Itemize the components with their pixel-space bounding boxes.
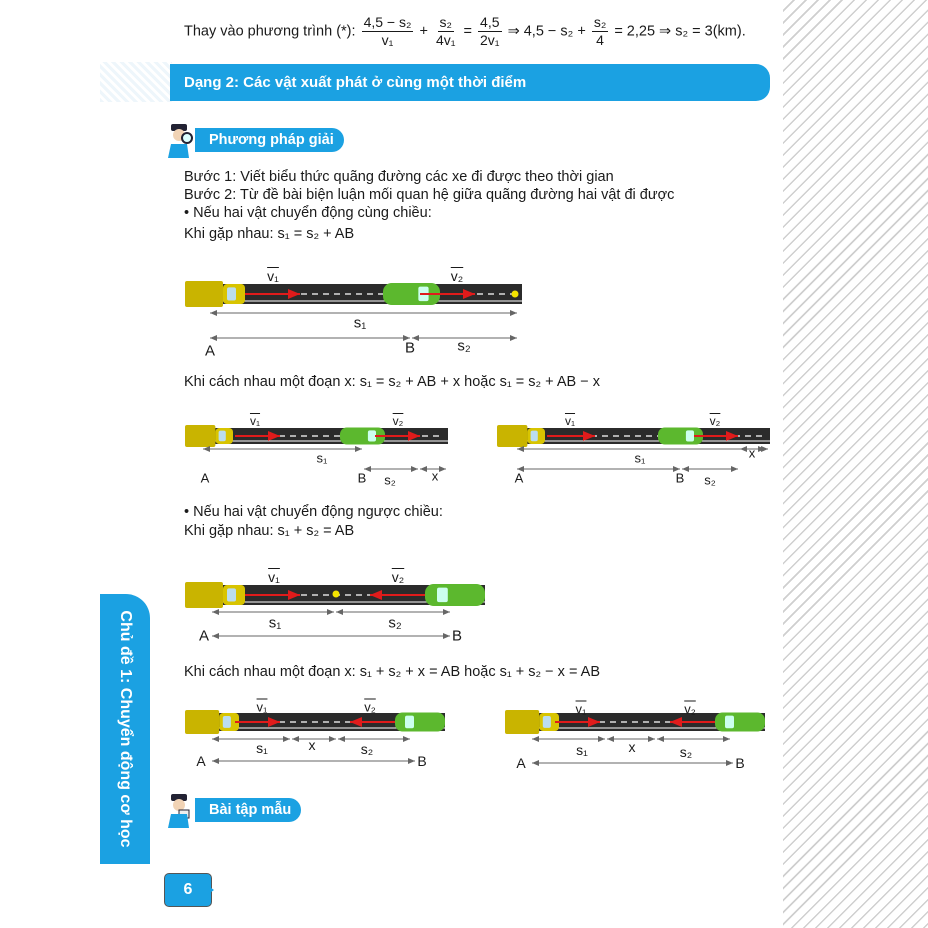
label-s1: s₁ [316,450,328,466]
label-B: B [404,339,416,357]
label-v1: v₁ [564,414,576,428]
label-s1: s₁ [576,742,588,758]
dimension-arrowhead [355,446,362,452]
dimension-arrowhead [210,310,217,316]
label-A: A [198,627,210,645]
truck-window [543,716,551,728]
numerator: s₂ [439,14,452,30]
label-s2: s₂ [388,614,402,632]
dimension-arrowhead [443,609,450,615]
meeting-point [333,591,340,598]
truck-window [531,431,538,442]
dimension-arrowhead [532,760,539,766]
dimension-arrowhead [726,760,733,766]
numerator: 4,5 − s₂ [363,14,412,30]
dimension-arrowhead [420,466,427,472]
dimension-arrowhead [411,466,418,472]
operator: = [463,23,472,40]
label-v2: v₂ [364,699,376,715]
step-2-text: Bước 2: Từ đề bài biện luận mối quan hệ giữa quãng đường hai vật đi được [184,187,675,203]
dimension-arrowhead [403,736,410,742]
same-direction-apart-formula: Khi cách nhau một đoạn x: s₁ = s₂ + AB + x hoặc s₁ = s₂ + AB − x [184,374,600,390]
label-s1: s₁ [353,314,367,332]
label-s2: s₂ [679,744,693,760]
opposite-direction-apart-formula: Khi cách nhau một đoạn x: s₁ + s₂ + x = AB hoặc s₁ + s₂ − x = AB [184,664,600,680]
label-v1: v₁ [256,699,268,715]
denominator: v₁ [381,32,394,48]
label-s2: s₂ [704,472,716,488]
truck-trailer [505,710,539,734]
dimension-arrowhead [723,736,730,742]
chapter-title: Chủ đề 1: Chuyển động cơ học [117,610,134,848]
chapter-sidebar-tab [100,594,150,864]
dimension-arrowhead [329,736,336,742]
dimension-arrowhead [212,736,219,742]
label-v2: v₂ [392,414,404,428]
label-v2: v₂ [391,569,405,585]
dimension-arrowhead [212,758,219,764]
car-windshield [725,716,734,729]
label-x: x [628,739,636,755]
label-B: B [451,627,463,645]
truck-window [223,716,231,728]
label-s2: s₂ [384,472,396,488]
label-B: B [735,755,745,771]
car-windshield [368,430,376,441]
car [395,713,445,732]
mascot-reading-icon [165,790,195,830]
label-v1: v₁ [575,701,587,717]
label-s1: s₁ [256,740,268,756]
dimension-arrowhead [510,310,517,316]
dimension-arrowhead [327,609,334,615]
step-1-text: Bước 1: Viết biểu thức quãng đường các xe đi được theo thời gian [184,169,614,185]
label-s2: s₂ [457,337,471,355]
truck-trailer [497,425,527,447]
dimension-arrowhead [532,736,539,742]
page-number: 6 [164,873,212,907]
truck-trailer [185,710,219,734]
example-label: Bài tập mẫu [195,798,301,822]
label-v2: v₂ [709,414,721,428]
label-x: x [308,737,316,753]
dimension-arrowhead [292,736,299,742]
dimension-arrowhead [761,446,768,452]
car-windshield [686,430,694,441]
label-v1: v₁ [267,268,279,284]
section-title: Dạng 2: Các vật xuất phát ở cùng một thời điểm [170,64,770,101]
operator: + [419,23,428,40]
car [715,713,765,732]
label-v2: v₂ [450,268,464,284]
dimension-arrowhead [439,466,446,472]
label-A: A [514,470,524,486]
opposite-direction-text: • Nếu hai vật chuyển động ngược chiều: [184,504,443,520]
dimension-arrowhead [648,736,655,742]
meeting-point [512,291,519,298]
truck-window [227,588,236,601]
label-v1: v₁ [249,414,261,428]
label-B: B [675,470,685,486]
dimension-arrowhead [657,736,664,742]
same-direction-text: • Nếu hai vật chuyển động cùng chiều: [184,205,432,221]
dimension-arrowhead [212,609,219,615]
label-v1: v₁ [268,569,280,585]
numerator: 4,5 [480,14,500,30]
dimension-arrowhead [283,736,290,742]
same-direction-meet-formula: Khi gặp nhau: s₁ = s₂ + AB [184,226,355,242]
method-label: Phương pháp giải [195,128,344,152]
label-v2: v₂ [684,701,696,717]
car-windshield [437,588,448,603]
truck-trailer [185,582,223,608]
truck-trailer [185,425,215,447]
denominator: 4 [596,32,604,48]
formula-prefix: Thay vào phương trình (*): [184,23,356,40]
numerator: s₂ [593,14,607,30]
denominator: 4v₁ [435,32,456,48]
dimension-arrowhead [740,446,747,452]
dimension-arrowhead [598,736,605,742]
label-B: B [357,470,367,486]
label-x: x [748,445,756,461]
dimension-arrowhead [731,466,738,472]
dimension-arrowhead [338,736,345,742]
label-s1: s₁ [268,614,282,632]
truck-trailer [185,281,223,307]
formula-mid: ⇒ 4,5 − s₂ + [507,23,586,40]
denominator: 2v₁ [480,32,500,48]
label-A: A [200,470,210,486]
label-A: A [204,342,216,360]
dimension-arrowhead [210,335,217,341]
truck-window [227,287,236,300]
label-A: A [516,755,526,771]
label-x: x [431,468,439,484]
dimension-arrowhead [443,633,450,639]
label-s2: s₂ [360,741,374,757]
example-heading [165,790,301,830]
opposite-direction-meet-formula: Khi gặp nhau: s₁ + s₂ = AB [184,523,355,539]
label-s1: s₁ [634,450,646,466]
dimension-arrowhead [607,736,614,742]
dimension-arrowhead [408,758,415,764]
label-B: B [417,753,427,769]
dimension-arrowhead [510,335,517,341]
formula-tail: = 2,25 ⇒ s₂ = 3(km). [614,23,746,40]
car-windshield [405,716,414,729]
truck-window [219,431,226,442]
label-A: A [196,753,206,769]
dimension-arrowhead [212,633,219,639]
car [425,584,485,606]
dimension-arrowhead [336,609,343,615]
